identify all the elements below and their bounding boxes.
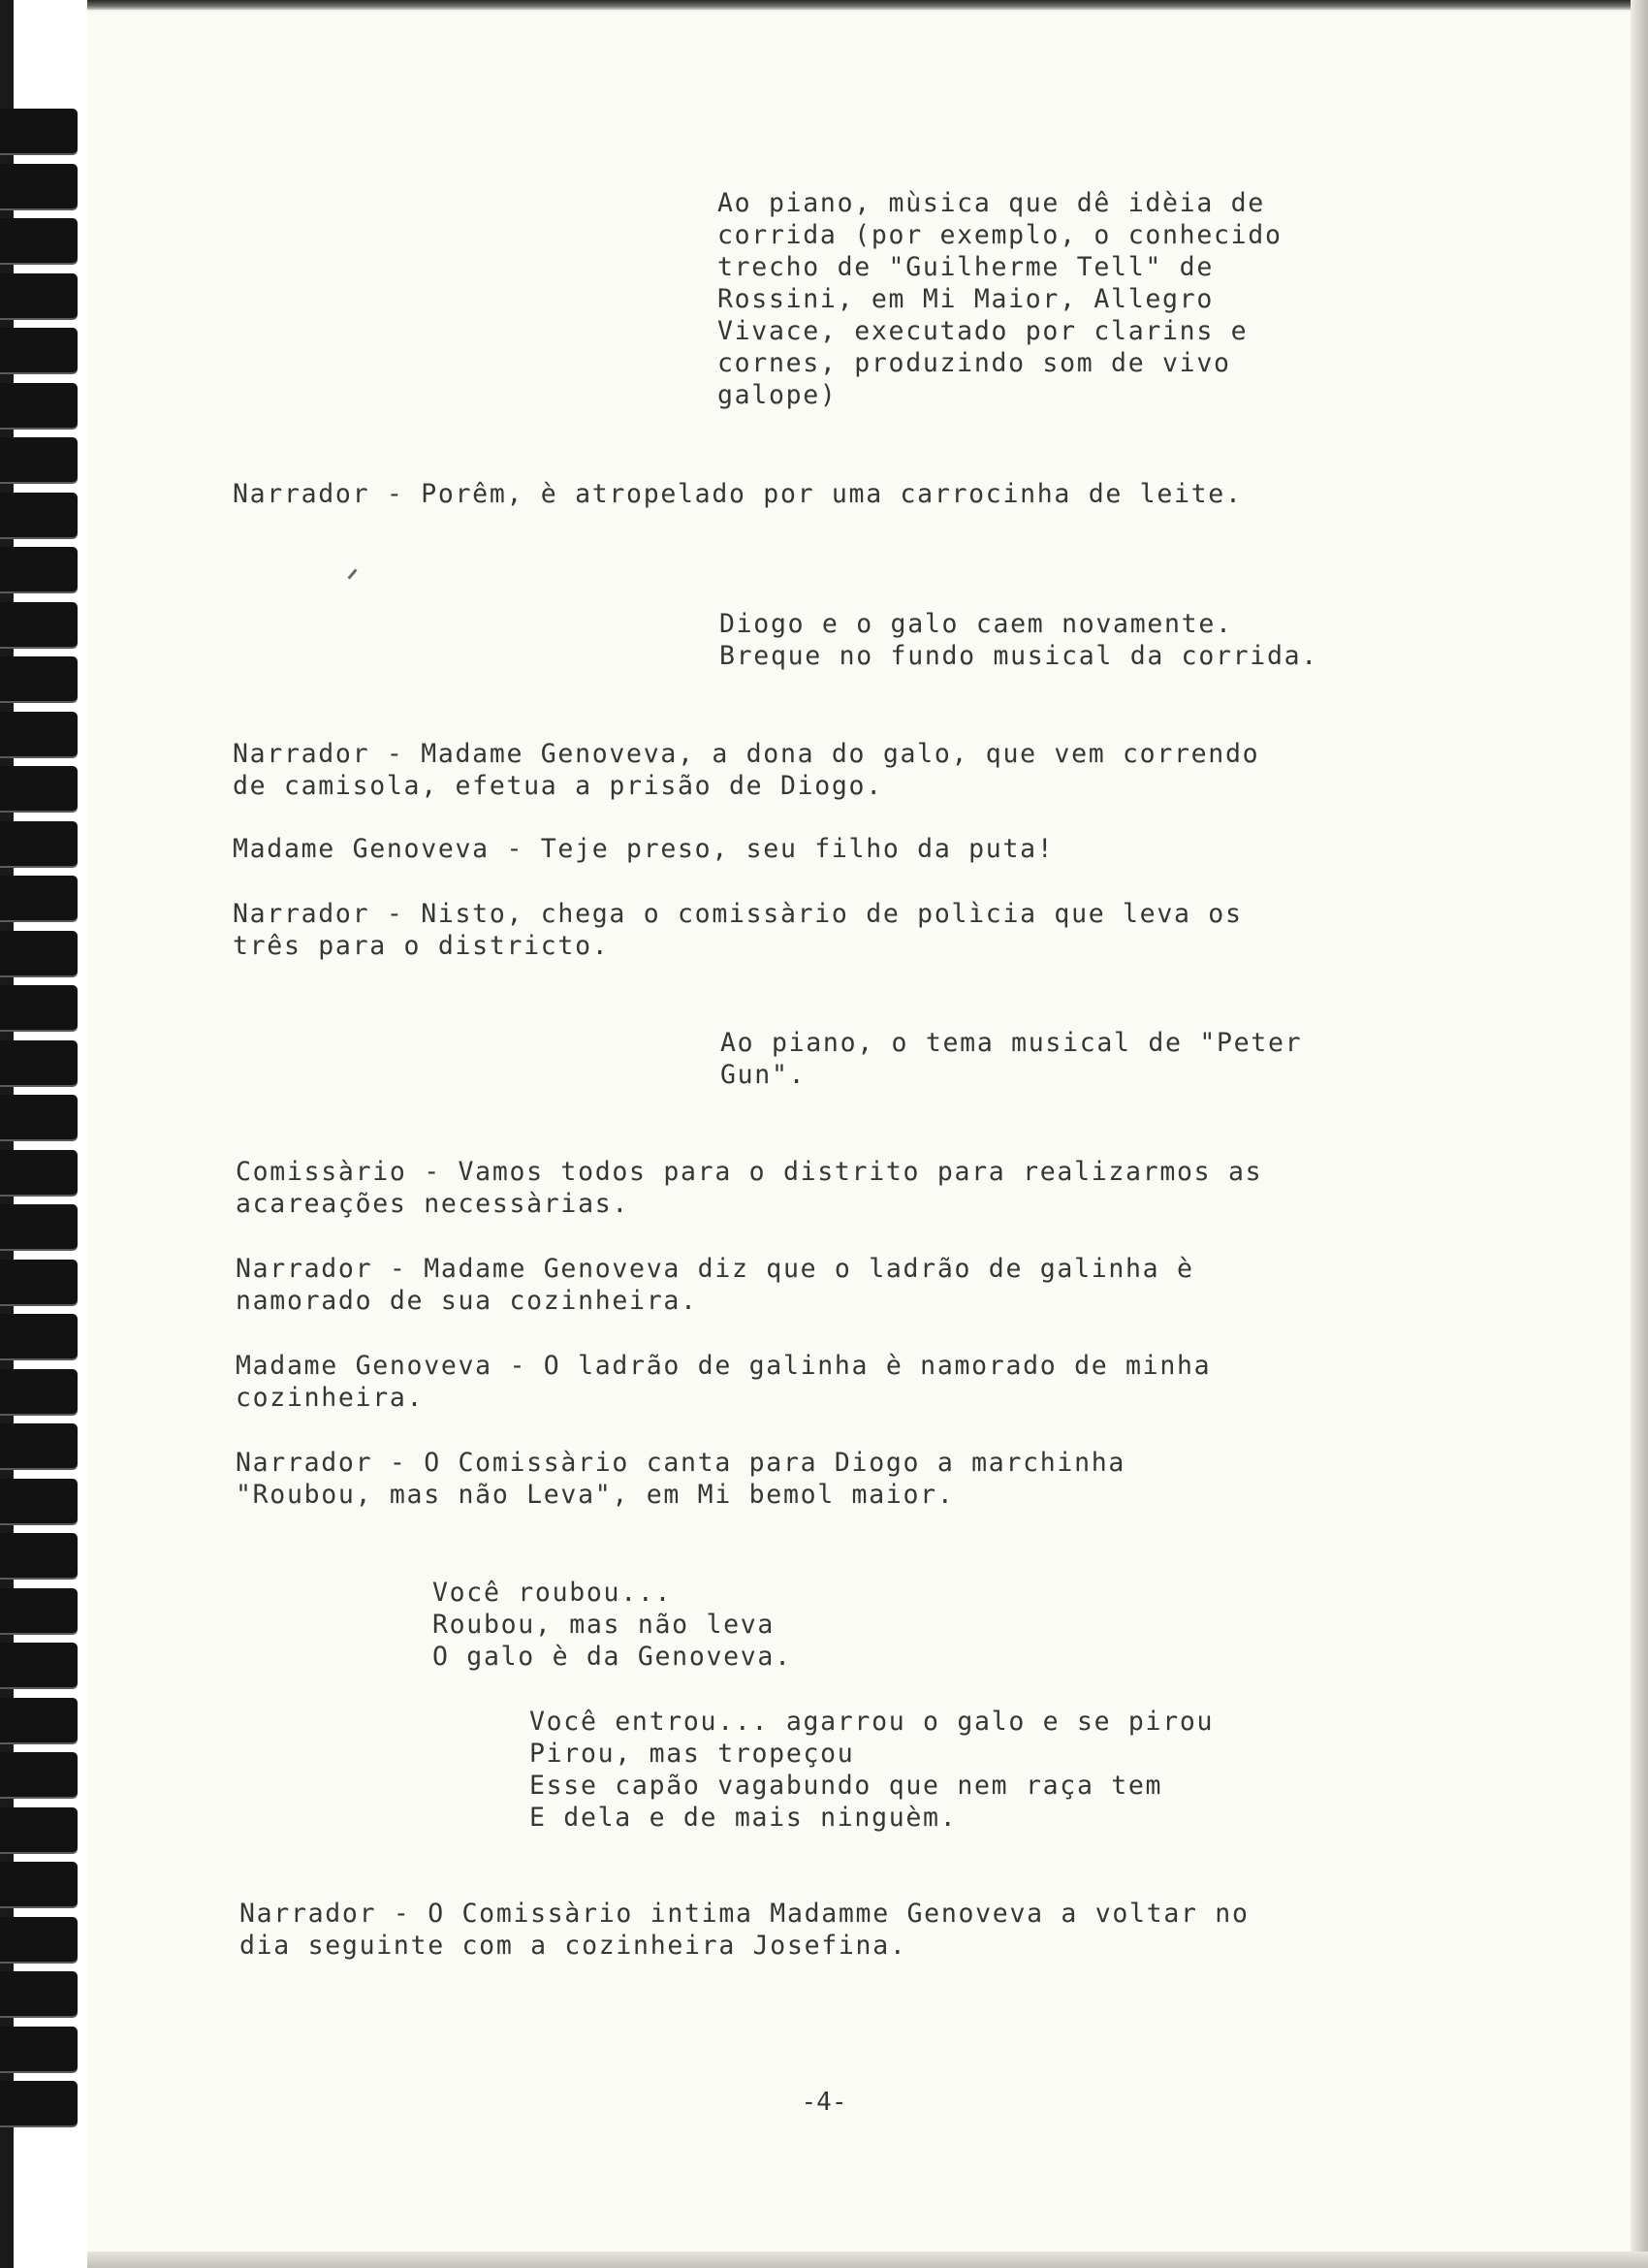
binding-ring <box>0 493 78 537</box>
lyrics-verse-1: Você roubou... Roubou, mas não leva O galo è da Genoveva. <box>432 1578 792 1672</box>
binding-ring <box>0 109 78 153</box>
binding-ring <box>0 1971 78 2016</box>
narrator-line-marchinha: Narrador - O Comissàrio canta para Diogo a marchinha "Roubou, mas não Leva", em Mi bemol maior. <box>236 1448 1126 1510</box>
binding-ring <box>0 602 78 647</box>
binding-ring <box>0 164 78 208</box>
stage-direction-fall: Diogo e o galo caem novamente. Breque no fundo musical da corrida. <box>719 609 1318 671</box>
binding-ring <box>0 876 78 920</box>
binding-ring <box>0 821 78 866</box>
binding-ring <box>0 328 78 372</box>
binding-ring <box>0 656 78 701</box>
binding-ring <box>0 1862 78 1906</box>
binding-ring <box>0 1204 78 1249</box>
binding-ring <box>0 1752 78 1797</box>
binding-ring <box>0 273 78 318</box>
lyrics-verse-2: Você entrou... agarrou o galo e se pirou Pirou, mas tropeçou Esse capão vagabundo que nem raça tem E dela e de mais ninguèm. <box>529 1707 1215 1833</box>
genoveva-line-namorado: Madame Genoveva - O ladrão de galinha è namorado de minha cozinheira. <box>236 1351 1212 1413</box>
binding-ring <box>0 1150 78 1195</box>
binding-ring <box>0 931 78 975</box>
stage-direction-piano-race: Ao piano, mùsica que dê idèia de corrida (por exemplo, o conhecido trecho de "Guilherme Tell" de Rossini, em Mi Maior, Allegro Vivace, executado por clarins e cornes, produzindo som de vivo galope) <box>717 188 1283 410</box>
comissario-line-distrito: Comissàrio - Vamos todos para o distrito para realizarmos as acareações necessàrias. <box>236 1157 1263 1219</box>
binding-ring <box>0 1917 78 1962</box>
binding-ring <box>0 2027 78 2071</box>
stage-direction-peter-gun: Ao piano, o tema musical de "Peter Gun". <box>720 1028 1303 1090</box>
binding-ring <box>0 1423 78 1468</box>
narrator-line-comissario: Narrador - Nisto, chega o comissàrio de polìcia que leva os três para o districto. <box>233 899 1243 961</box>
narrator-line-intima: Narrador - O Comissàrio intima Madamme Genoveva a voltar no dia seguinte com a cozinheira Josefina. <box>239 1899 1250 1961</box>
binding-ring <box>0 1369 78 1414</box>
binding-ring <box>0 2081 78 2125</box>
binding-ring <box>0 1807 78 1852</box>
binding-ring <box>0 1479 78 1523</box>
binding-ring <box>0 547 78 591</box>
binding-ring <box>0 1533 78 1578</box>
scan-bottom-edge <box>19 2252 1648 2268</box>
binding-ring <box>0 1260 78 1304</box>
binding-ring <box>0 1314 78 1358</box>
narrator-line-namorado: Narrador - Madame Genoveva diz que o ladrão de galinha è namorado de sua cozinheira. <box>236 1254 1194 1316</box>
page-number: -4- <box>801 2088 847 2117</box>
binding-ring <box>0 766 78 811</box>
spiral-binding <box>0 0 87 2268</box>
binding-ring <box>0 383 78 428</box>
scan-top-edge <box>0 0 1648 10</box>
narrator-line-atropelado: Narrador - Porêm, è atropelado por uma carrocinha de leite. <box>233 479 1243 509</box>
genoveva-line-preso: Madame Genoveva - Teje preso, seu filho da puta! <box>233 834 1055 864</box>
binding-ring <box>0 1643 78 1687</box>
binding-ring <box>0 712 78 756</box>
binding-ring <box>0 218 78 263</box>
binding-ring <box>0 437 78 482</box>
binding-ring <box>0 1040 78 1085</box>
binding-ring <box>0 1698 78 1742</box>
binding-ring <box>0 985 78 1030</box>
binding-ring <box>0 1095 78 1139</box>
narrator-line-prisao: Narrador - Madame Genoveva, a dona do galo, que vem correndo de camisola, efetua a prisão de Diogo. <box>233 739 1260 801</box>
scan-right-edge <box>1631 0 1648 2268</box>
binding-ring <box>0 1588 78 1633</box>
